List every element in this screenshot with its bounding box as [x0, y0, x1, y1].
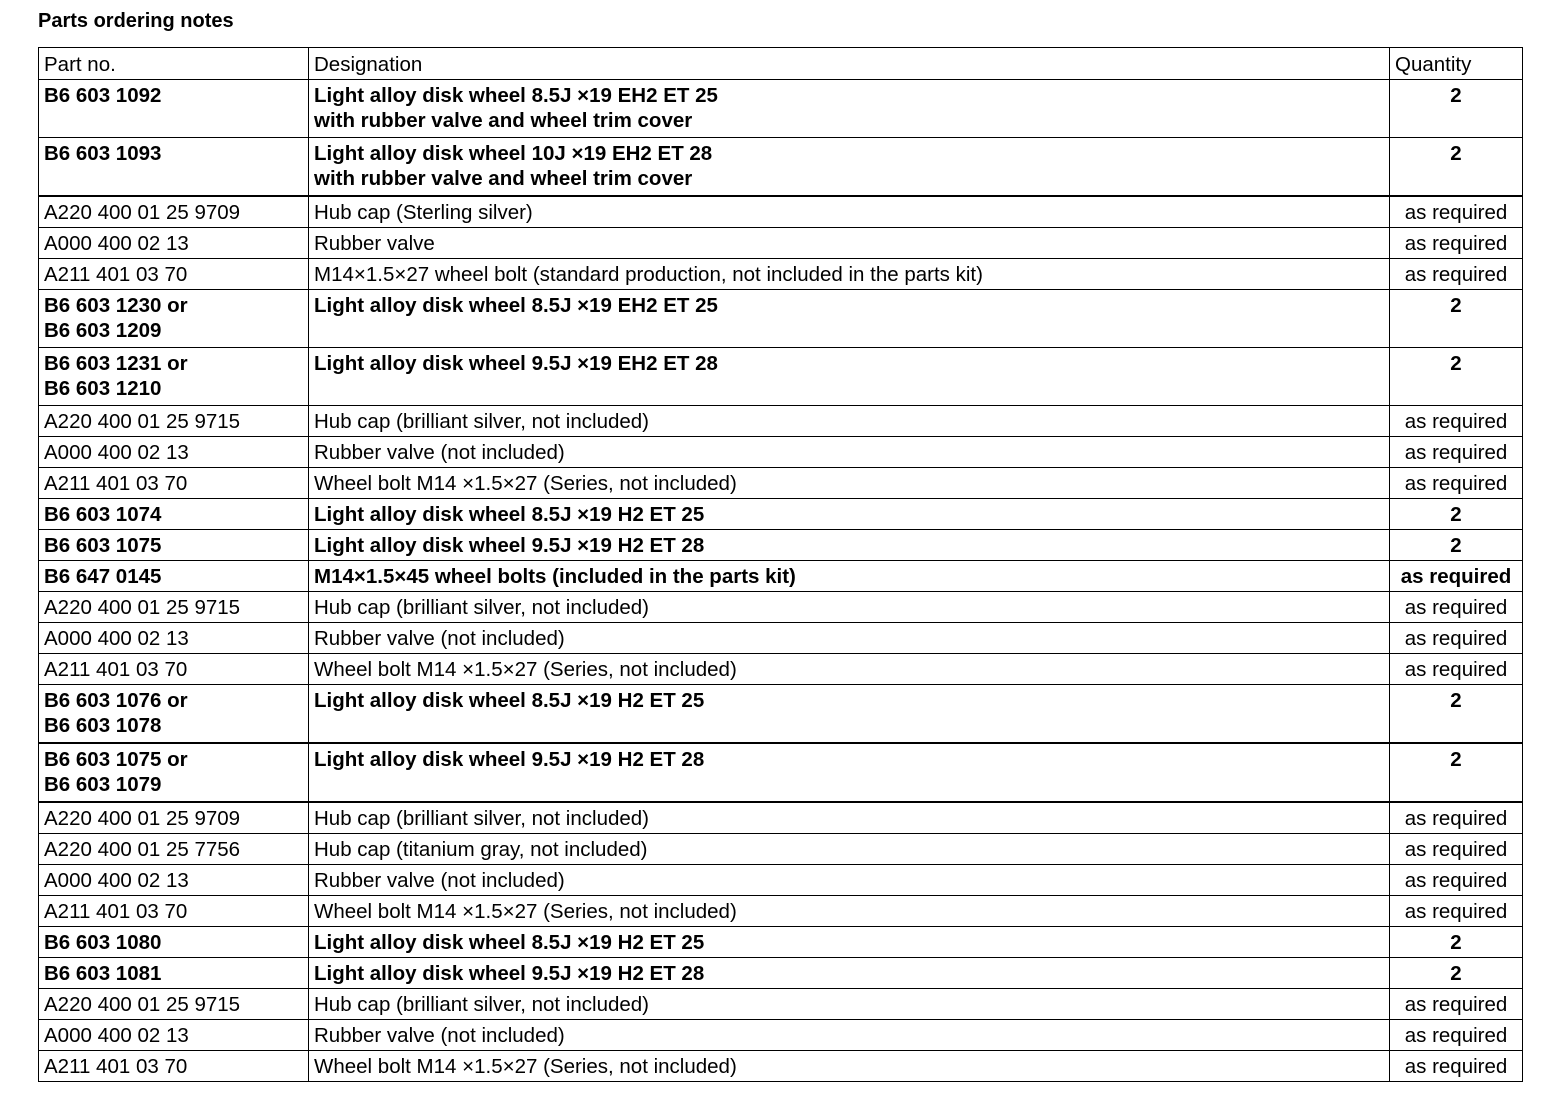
- quantity-cell: as required: [1390, 834, 1523, 865]
- part-number-cell: A220 400 01 25 9709: [39, 802, 309, 834]
- quantity-cell: as required: [1390, 468, 1523, 499]
- designation-cell: Light alloy disk wheel 9.5J ×19 H2 ET 28: [309, 530, 1390, 561]
- designation-cell: Rubber valve: [309, 228, 1390, 259]
- header-designation: Designation: [309, 48, 1390, 80]
- table-row: [39, 228, 1523, 259]
- part-number-cell: B6 603 1081: [39, 958, 309, 989]
- table-row: [39, 834, 1523, 865]
- table-row: [39, 896, 1523, 927]
- part-number-cell: B6 603 1080: [39, 927, 309, 958]
- designation-cell: Wheel bolt M14 ×1.5×27 (Series, not included): [309, 468, 1390, 499]
- part-number-cell: A220 400 01 25 9715: [39, 989, 309, 1020]
- part-number-cell: B6 603 1075: [39, 530, 309, 561]
- page-title: Parts ordering notes: [38, 10, 234, 32]
- part-number-cell: A211 401 03 70: [39, 468, 309, 499]
- table-header-row: [39, 48, 1523, 80]
- part-number-cell: A220 400 01 25 9715: [39, 592, 309, 623]
- designation-cell: Hub cap (brilliant silver, not included): [309, 802, 1390, 834]
- designation-cell: Light alloy disk wheel 9.5J ×19 H2 ET 28: [309, 958, 1390, 989]
- designation-cell: Wheel bolt M14 ×1.5×27 (Series, not included): [309, 654, 1390, 685]
- quantity-cell: 2: [1390, 685, 1523, 744]
- table-row: [39, 743, 1523, 802]
- table-row: [39, 623, 1523, 654]
- part-number-cell: A000 400 02 13: [39, 228, 309, 259]
- quantity-cell: as required: [1390, 259, 1523, 290]
- designation-cell: Light alloy disk wheel 9.5J ×19 H2 ET 28: [309, 743, 1390, 802]
- table-row: [39, 406, 1523, 437]
- quantity-cell: as required: [1390, 989, 1523, 1020]
- quantity-cell: as required: [1390, 196, 1523, 228]
- quantity-cell: as required: [1390, 623, 1523, 654]
- part-number-cell: B6 603 1230 or B6 603 1209: [39, 290, 309, 348]
- quantity-cell: 2: [1390, 348, 1523, 406]
- quantity-cell: 2: [1390, 927, 1523, 958]
- table-row: [39, 865, 1523, 896]
- part-number-cell: A211 401 03 70: [39, 1051, 309, 1082]
- table-row: [39, 1020, 1523, 1051]
- designation-cell: Light alloy disk wheel 9.5J ×19 EH2 ET 28: [309, 348, 1390, 406]
- quantity-cell: 2: [1390, 80, 1523, 138]
- part-number-cell: A211 401 03 70: [39, 654, 309, 685]
- designation-cell: Wheel bolt M14 ×1.5×27 (Series, not included): [309, 896, 1390, 927]
- quantity-cell: 2: [1390, 290, 1523, 348]
- designation-cell: Hub cap (Sterling silver): [309, 196, 1390, 228]
- designation-cell: M14×1.5×27 wheel bolt (standard production, not included in the parts kit): [309, 259, 1390, 290]
- designation-cell: Light alloy disk wheel 10J ×19 EH2 ET 28 with rubber valve and wheel trim cover: [309, 138, 1390, 197]
- part-number-cell: A220 400 01 25 7756: [39, 834, 309, 865]
- part-number-cell: B6 603 1075 or B6 603 1079: [39, 743, 309, 802]
- table-row: [39, 259, 1523, 290]
- table-row: [39, 1051, 1523, 1082]
- quantity-cell: 2: [1390, 138, 1523, 197]
- part-number-cell: A220 400 01 25 9709: [39, 196, 309, 228]
- table-row: [39, 654, 1523, 685]
- part-number-cell: A000 400 02 13: [39, 865, 309, 896]
- table-row: [39, 802, 1523, 834]
- quantity-cell: as required: [1390, 654, 1523, 685]
- designation-cell: Light alloy disk wheel 8.5J ×19 H2 ET 25: [309, 927, 1390, 958]
- table-row: [39, 80, 1523, 138]
- part-number-cell: A220 400 01 25 9715: [39, 406, 309, 437]
- quantity-cell: as required: [1390, 1051, 1523, 1082]
- quantity-cell: as required: [1390, 896, 1523, 927]
- designation-cell: Light alloy disk wheel 8.5J ×19 H2 ET 25: [309, 499, 1390, 530]
- designation-cell: Rubber valve (not included): [309, 623, 1390, 654]
- part-number-cell: A000 400 02 13: [39, 1020, 309, 1051]
- parts-table-body: [39, 48, 1523, 1082]
- quantity-cell: 2: [1390, 743, 1523, 802]
- header-quantity: Quantity: [1390, 48, 1523, 80]
- header-part-no: Part no.: [39, 48, 309, 80]
- table-row: [39, 561, 1523, 592]
- part-number-cell: B6 603 1093: [39, 138, 309, 197]
- table-row: [39, 592, 1523, 623]
- table-row: [39, 499, 1523, 530]
- table-row: [39, 530, 1523, 561]
- quantity-cell: 2: [1390, 499, 1523, 530]
- part-number-cell: B6 647 0145: [39, 561, 309, 592]
- table-row: [39, 138, 1523, 197]
- parts-table: [38, 47, 1523, 1082]
- table-row: [39, 685, 1523, 744]
- table-row: [39, 437, 1523, 468]
- table-row: [39, 958, 1523, 989]
- quantity-cell: as required: [1390, 592, 1523, 623]
- part-number-cell: B6 603 1092: [39, 80, 309, 138]
- part-number-cell: B6 603 1074: [39, 499, 309, 530]
- quantity-cell: as required: [1390, 437, 1523, 468]
- quantity-cell: 2: [1390, 958, 1523, 989]
- quantity-cell: as required: [1390, 865, 1523, 896]
- part-number-cell: A211 401 03 70: [39, 259, 309, 290]
- table-row: [39, 989, 1523, 1020]
- designation-cell: Hub cap (brilliant silver, not included): [309, 592, 1390, 623]
- designation-cell: Hub cap (brilliant silver, not included): [309, 406, 1390, 437]
- designation-cell: Rubber valve (not included): [309, 437, 1390, 468]
- designation-cell: M14×1.5×45 wheel bolts (included in the parts kit): [309, 561, 1390, 592]
- part-number-cell: A000 400 02 13: [39, 623, 309, 654]
- designation-cell: Light alloy disk wheel 8.5J ×19 H2 ET 25: [309, 685, 1390, 744]
- designation-cell: Hub cap (titanium gray, not included): [309, 834, 1390, 865]
- table-row: [39, 290, 1523, 348]
- designation-cell: Hub cap (brilliant silver, not included): [309, 989, 1390, 1020]
- quantity-cell: as required: [1390, 1020, 1523, 1051]
- table-row: [39, 927, 1523, 958]
- quantity-cell: 2: [1390, 530, 1523, 561]
- designation-cell: Rubber valve (not included): [309, 865, 1390, 896]
- table-row: [39, 468, 1523, 499]
- designation-cell: Wheel bolt M14 ×1.5×27 (Series, not included): [309, 1051, 1390, 1082]
- part-number-cell: A000 400 02 13: [39, 437, 309, 468]
- part-number-cell: B6 603 1231 or B6 603 1210: [39, 348, 309, 406]
- quantity-cell: as required: [1390, 228, 1523, 259]
- table-row: [39, 348, 1523, 406]
- designation-cell: Light alloy disk wheel 8.5J ×19 EH2 ET 25: [309, 290, 1390, 348]
- part-number-cell: B6 603 1076 or B6 603 1078: [39, 685, 309, 744]
- quantity-cell: as required: [1390, 406, 1523, 437]
- quantity-cell: as required: [1390, 802, 1523, 834]
- designation-cell: Rubber valve (not included): [309, 1020, 1390, 1051]
- part-number-cell: A211 401 03 70: [39, 896, 309, 927]
- quantity-cell: as required: [1390, 561, 1523, 592]
- table-row: [39, 196, 1523, 228]
- designation-cell: Light alloy disk wheel 8.5J ×19 EH2 ET 25 with rubber valve and wheel trim cover: [309, 80, 1390, 138]
